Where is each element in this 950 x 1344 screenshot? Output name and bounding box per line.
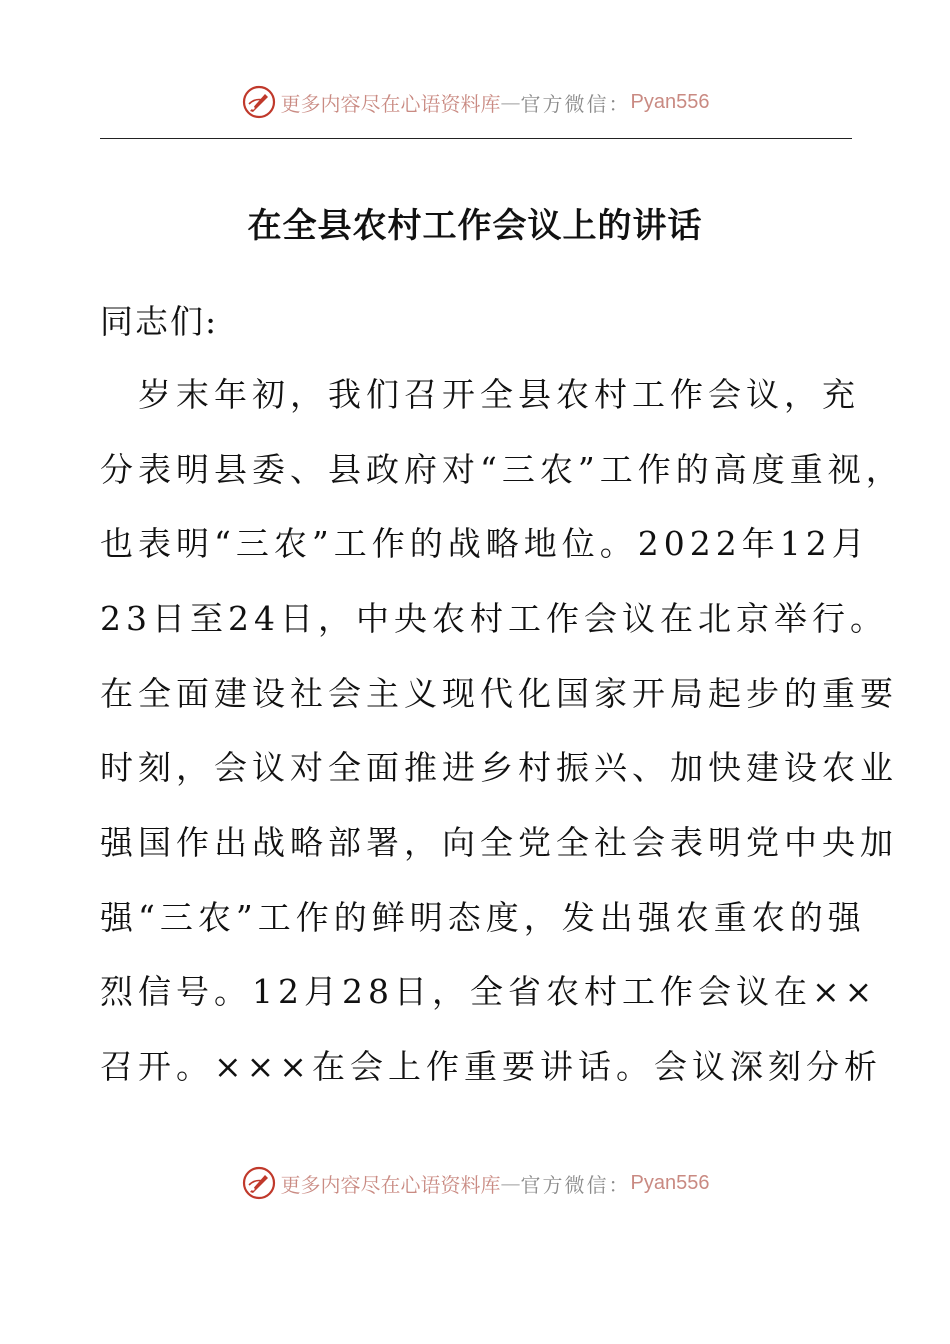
header-banner: [0, 82, 950, 122]
footer-wechat-id: Pyan556: [630, 1171, 710, 1194]
body-line: 烈信号。12月28日，全省农村工作会议在××: [100, 972, 878, 1011]
body-line: 在全面建设社会主义现代化国家开局起步的重要: [100, 674, 898, 713]
header-divider: [100, 138, 852, 139]
body-line: 强国作出战略部署，向全党全社会表明党中央加: [100, 823, 898, 862]
pen-nib-logo-icon: [241, 84, 277, 120]
header-contact-label: 官方微信：: [520, 91, 631, 116]
footer-contact-label: 官方微信：: [520, 1172, 631, 1197]
footer-brand-text: 更多内容尽在心语资料库: [280, 1172, 501, 1197]
body-line: 也表明“三农”工作的战略地位。2022年12月: [100, 524, 870, 563]
footer-banner: [0, 1163, 950, 1203]
body-line: 召开。×××在会上作重要讲话。会议深刻分析: [100, 1047, 882, 1086]
body-line: 岁末年初，我们召开全县农村工作会议，充: [100, 375, 860, 414]
body-line: 分表明县委、县政府对“三农”工作的高度重视，: [100, 450, 904, 489]
body-line: 23日至24日，中央农村工作会议在北京举行。: [100, 599, 888, 638]
salutation: 同志们:: [100, 302, 219, 341]
header-separator: —: [500, 90, 521, 114]
body-line: 时刻，会议对全面推进乡村振兴、加快建设农业: [100, 748, 898, 787]
pen-nib-logo-icon: [241, 1165, 277, 1201]
header-brand-text: 更多内容尽在心语资料库: [280, 91, 501, 116]
document-title: 在全县农村工作会议上的讲话: [247, 206, 703, 246]
header-wechat-id: Pyan556: [630, 90, 710, 113]
body-line: 强“三农”工作的鲜明态度，发出强农重农的强: [100, 898, 866, 937]
footer-separator: —: [500, 1171, 521, 1195]
